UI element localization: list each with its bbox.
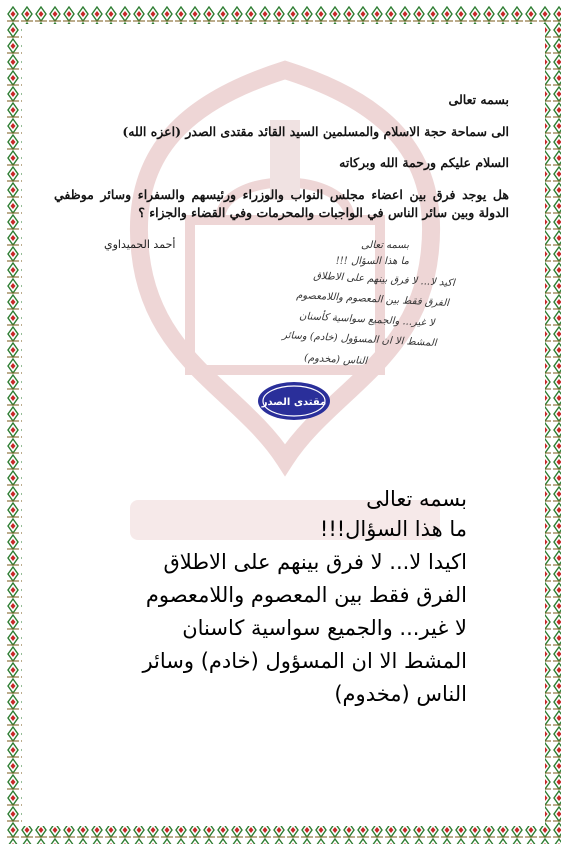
typed-answer-line: الفرق فقط بين المعصوم واللامعصوم [145, 583, 467, 607]
official-seal [256, 380, 332, 422]
typed-answer-line: اكيدا لا... لا فرق بينهم على الاطلاق [163, 550, 467, 574]
handwritten-line: المشط الا ان المسؤول (خادم) وسائر [282, 329, 438, 349]
handwritten-line: اكيد لا... لا فرق بينهم على الاطلاق [313, 270, 456, 289]
typed-answer-line: ما هذا السؤال!!! [319, 517, 467, 541]
question-author: أحمد الحميداوي [104, 238, 176, 251]
question-body: هل يوجد فرق بين اعضاء مجلس النواب والوزراء ورئيسهم والسفراء وسائر موظفي الدولة وبين سائر الناس في الواجبات والمحرمات وفي القضاء والجزاء ؟ [54, 187, 509, 220]
handwritten-line: الناس (مخدوم) [303, 352, 368, 367]
question-salutation: بسمه تعالى [448, 92, 509, 107]
typed-answer-line: الناس (مخدوم) [334, 682, 467, 706]
handwritten-line: لا غير... والجميع سواسية كأسنان [299, 310, 436, 329]
question-greeting: السلام عليكم ورحمة الله وبركاته [339, 155, 509, 170]
typed-answer-line: بسمه تعالى [366, 487, 467, 511]
seal-text: مقتدى الصدر [261, 397, 327, 408]
typed-answer-line: المشط الا ان المسؤول (خادم) وسائر [142, 649, 467, 673]
handwritten-line: بسمه تعالى [360, 240, 409, 251]
handwritten-line: الفرق فقط بين المعصوم واللامعصوم [295, 290, 450, 309]
typed-answer-line: لا غير... والجميع سواسية كاسنان [182, 616, 467, 640]
handwritten-line: ما هذا السؤال !!! [335, 256, 409, 267]
question-addressee: الى سماحة حجة الاسلام والمسلمين السيد القائد مقتدى الصدر (اعزه الله) [122, 124, 509, 139]
